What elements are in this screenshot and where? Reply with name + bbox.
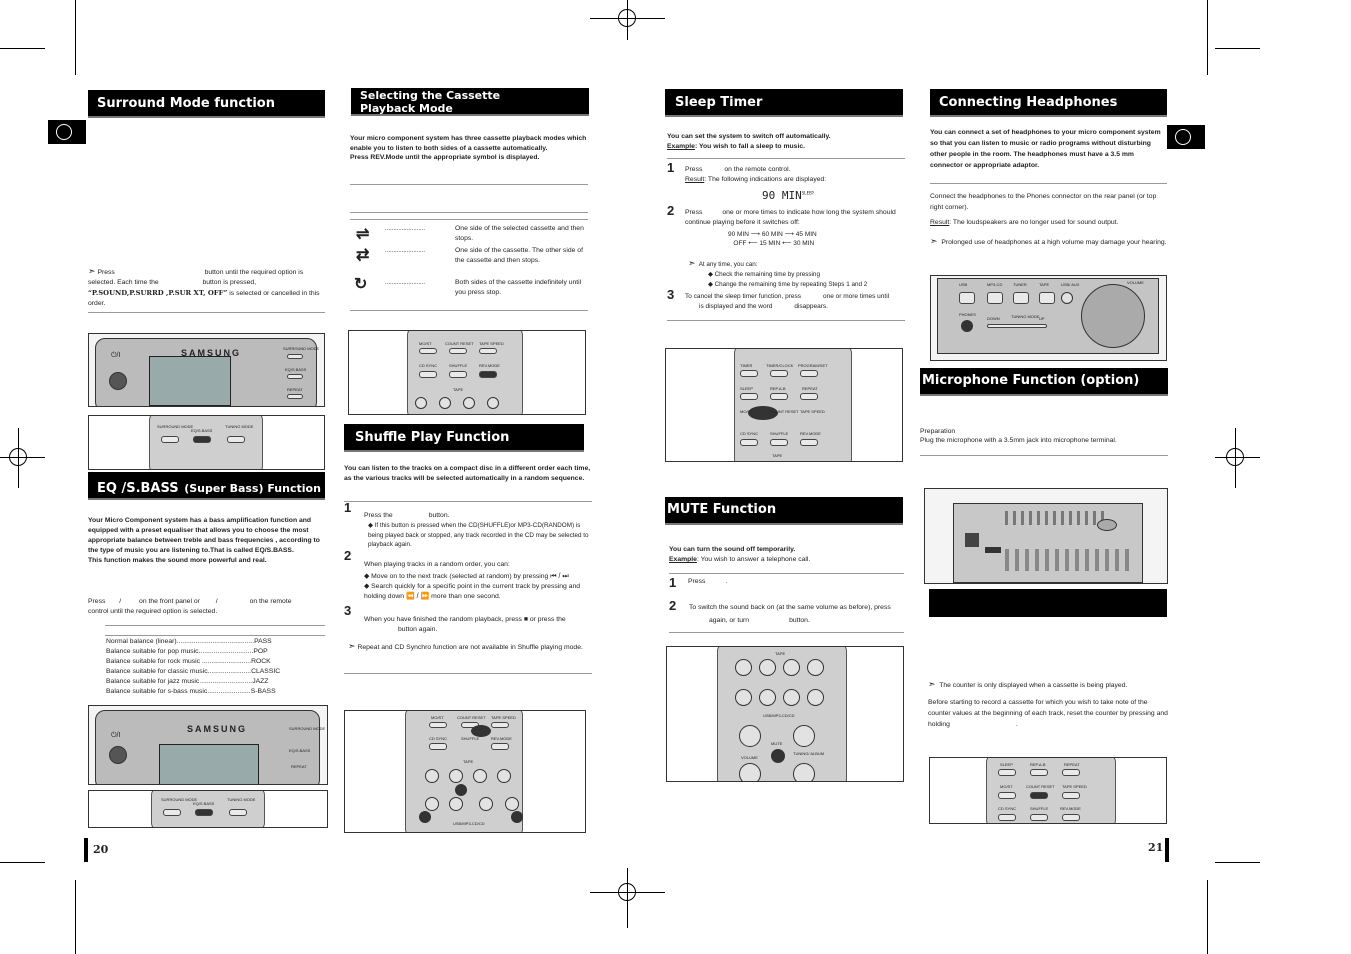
divider bbox=[105, 635, 325, 636]
mute-step2: To switch the sound back on (at the same volume as before), press again, or turn button. bbox=[689, 604, 891, 624]
language-tab-icon bbox=[48, 120, 86, 144]
shuffle-note: ➣ Repeat and CD Synchro function are not available in Shuffle playing mode. bbox=[348, 641, 583, 651]
page-number: 21 bbox=[1148, 841, 1164, 854]
counter-note: ➣ The counter is only displayed when a cassette is being played. bbox=[928, 679, 1128, 689]
sleep-intro: You can set the system to switch off automatically. Example: You wish to fall a sleep to music. bbox=[667, 133, 831, 150]
mute-remote-figure: TAPE USB/MP3-CD/CD VOLUME MUTE TUNING/ ALBUM bbox=[666, 646, 904, 782]
headphones-intro: You can connect a set of headphones to your micro component system so that you can listen to music or radio programs without disturbing other people in the room. The headphones must have a 3.5 mm connector or appropriate adaptor. bbox=[930, 129, 1161, 169]
surround-tip: ➣ Press button until the required option is selected. Each time the button is pressed, “P.SOUND,P.SURRD ,P.SUR XT, OFF” is selected or cancelled in this order. bbox=[88, 266, 320, 307]
surround-remote-figure: SURROUND MODE EQ/S.BASS TUNING MODE bbox=[88, 415, 325, 470]
divider bbox=[667, 158, 905, 159]
mic-title: Microphone Function (option) bbox=[920, 368, 1168, 396]
crop-mark bbox=[75, 880, 76, 954]
sleep-step1: Press on the remote control. Result: The following indications are displayed: bbox=[685, 166, 827, 183]
divider bbox=[344, 673, 592, 674]
divider bbox=[930, 183, 1167, 184]
shuffle-intro: You can listen to the tracks on a compact disc in a different order each time, as the various tracks will be selected automatically in a random sequence. bbox=[344, 465, 591, 482]
eq-title: EQ /S.BASS (Super Bass) Function bbox=[88, 472, 325, 500]
sleep-step2: Press one or more times to indicate how long the system should continue playing before it switches off: bbox=[685, 209, 896, 226]
repeat-mode-icon: ↻ bbox=[354, 276, 368, 293]
sleep-title: Sleep Timer bbox=[665, 89, 903, 117]
mic-rear-panel-figure bbox=[924, 488, 1168, 584]
unit-front-panel-figure: ⏻/I SAMSUNG SURROUND MODE EQ/S.BASS REPEAT bbox=[88, 333, 325, 407]
step-number: 3 bbox=[344, 603, 352, 618]
divider bbox=[88, 312, 325, 313]
eq-unit-figure: ⏻/I SAMSUNG SURROUND MODE EQ/S.BASS REPEAT bbox=[88, 705, 328, 785]
mode-one-side-text: One side of the selected cassette and then stops. bbox=[455, 225, 584, 242]
step-number: 2 bbox=[344, 548, 352, 563]
step-number: 1 bbox=[669, 575, 677, 590]
note-arrow-icon: ➣ bbox=[348, 641, 356, 651]
divider bbox=[350, 212, 588, 213]
crop-mark bbox=[0, 48, 45, 49]
sleep-step3: To cancel the sleep timer function, press one or more times until is displayed and the word disappears. bbox=[685, 293, 890, 310]
eq-press-instruction: Press / on the front panel or / on the remote control until the required option is selected. bbox=[88, 598, 292, 615]
list-item: Balance suitable for s-bass music.......................S-BASS bbox=[106, 688, 276, 695]
eq-intro: Your Micro Component system has a bass amplification function and equipped with a preset equaliser that allows you to choose the most appropriate balance between treble and bass frequencies , according to the type of music you are listening to.That is called EQ/S.BASS. This function makes the sound more powerful and real. bbox=[88, 517, 320, 564]
mute-step1: Press . bbox=[688, 578, 728, 585]
cassette-intro: Your micro component system has three cassette playback modes which enable you to listen to both sides of a cassette automatically. Press REV.Mode until the appropriate symbol is displayed. bbox=[350, 135, 587, 161]
mute-title: MUTE Function bbox=[665, 497, 903, 525]
mic-preparation: Preparation Plug the microphone with a 3.5mm jack into microphone terminal. bbox=[920, 428, 1117, 444]
list-item: Normal balance (linear).........................................PASS bbox=[106, 638, 272, 645]
shuffle-title: Shuffle Play Function bbox=[344, 424, 584, 452]
step-number: 3 bbox=[667, 287, 675, 302]
registration-mark bbox=[618, 883, 636, 901]
one-side-mode-icon: ⇌ bbox=[356, 226, 370, 243]
mode-both-sides-text: One side of the cassette. The other side of the cassette and then stops. bbox=[455, 247, 583, 264]
divider bbox=[669, 573, 904, 574]
counter-body: Before starting to record a cassette for which you wish to take note of the counter values at the beginning of each track, reset the counter by pressing and holding . bbox=[928, 699, 1168, 728]
page-bar bbox=[84, 838, 88, 862]
headphones-panel-figure: USB MP3-CD TUNER TAPE USB/ AUX VOLUME PHONES DOWN TUNING MODE UP bbox=[930, 275, 1167, 361]
registration-mark bbox=[9, 448, 27, 466]
headphones-body: Connect the headphones to the Phones connector on the rear panel (or top right corner). bbox=[930, 193, 1157, 211]
mode-repeat-text: Both sides of the cassette indefinitely until you press stop. bbox=[455, 279, 582, 296]
note-arrow-icon: ➣ bbox=[930, 236, 938, 246]
counter-reset-header-bar bbox=[929, 589, 1167, 617]
page-bar bbox=[1165, 838, 1169, 862]
divider bbox=[350, 219, 588, 220]
shuffle-step1: Press the button. ◆ If this button is pressed when the CD(SHUFFLE)or MP3-CD(RANDOM) is being played back or stopped, any track recorded in the CD may be selected to playback again. bbox=[364, 512, 589, 548]
step-number: 1 bbox=[667, 160, 675, 175]
divider bbox=[920, 455, 1168, 456]
crop-mark bbox=[0, 862, 45, 863]
brand-logo: SAMSUNG bbox=[181, 348, 242, 358]
sleep-note: ➣ At any time, you can: ◆ Check the remaining time by pressing ◆ Change the remaining time by repeating Steps 1 and 2 bbox=[688, 258, 868, 288]
page-number: 20 bbox=[93, 843, 109, 856]
crop-mark bbox=[1207, 0, 1208, 75]
list-item: Balance suitable for jazz music............................JAZZ bbox=[106, 678, 269, 685]
list-item: Balance suitable for pop music.............................POP bbox=[106, 648, 268, 655]
headphones-note: ➣ Prolonged use of headphones at a high volume may damage your hearing. bbox=[930, 236, 1167, 246]
sleep-sequence: 90 MIN ⟶ 60 MIN ⟶ 45 MIN OFF ⟵ 15 MIN ⟵ 30 MIN bbox=[728, 231, 817, 247]
shuffle-remote-figure: MO/ST COUNT RESET TAPE SPEED CD SYNC SHUFFLE REV.MODE TAPE USB/MP3-CD/CD bbox=[344, 710, 586, 833]
step-number: 1 bbox=[344, 500, 352, 515]
both-sides-once-icon: ⇄ bbox=[356, 247, 370, 264]
divider bbox=[667, 320, 905, 321]
divider bbox=[350, 184, 588, 185]
step-number: 2 bbox=[667, 203, 675, 218]
step-number: 2 bbox=[669, 598, 677, 613]
crop-mark bbox=[1207, 880, 1208, 954]
cassette-title: Selecting the Cassette Playback Mode bbox=[351, 88, 589, 116]
divider bbox=[350, 310, 588, 311]
headphones-title: Connecting Headphones bbox=[930, 89, 1167, 117]
eq-remote-figure: SURROUND MODE EQ/S.BASS TUNING MODE bbox=[88, 790, 328, 828]
crop-mark bbox=[1215, 862, 1260, 863]
brand-logo: SAMSUNG bbox=[187, 724, 248, 734]
eq-options-list bbox=[106, 637, 326, 697]
list-item: Balance suitable for classic music.......................CLASSIC bbox=[106, 668, 281, 675]
divider bbox=[344, 501, 592, 502]
language-tab-icon bbox=[1167, 125, 1205, 149]
surround-title: Surround Mode function bbox=[88, 90, 325, 118]
shuffle-step2: When playing tracks in a random order, you can: ◆ Move on to the next track (selected at random) by pressing ⏮ / ⏭ ◆ Search quickly for a specific point in the current track by pressing and holding down ⏪ / ⏩ more than one second. bbox=[364, 561, 581, 600]
crop-mark bbox=[75, 0, 76, 75]
note-arrow-icon: ➣ bbox=[928, 679, 936, 689]
list-item: Balance suitable for rock music ..........................ROCK bbox=[106, 658, 271, 665]
registration-mark bbox=[618, 9, 636, 27]
sleep-display: 90 $MIN^{SLEEP}$ bbox=[762, 189, 814, 202]
registration-mark bbox=[1226, 448, 1244, 466]
cassette-remote-figure: MO/ST COUNT RESET TAPE SPEED CD SYNC SHUFFLE REV.MODE TAPE bbox=[348, 330, 586, 415]
headphones-result: Result: The loudspeakers are no longer used for sound output. bbox=[930, 219, 1119, 226]
divider bbox=[105, 625, 325, 626]
shuffle-step3: When you have finished the random playback, press ■ or press the button again. bbox=[364, 616, 566, 633]
crop-mark bbox=[1215, 48, 1260, 49]
note-arrow-icon: ➣ bbox=[88, 266, 96, 276]
counter-remote-figure: SLEEP REP.A-B REPEAT MO/ST COUNT RESET TAPE SPEED CD SYNC SHUFFLE REV.MODE bbox=[929, 757, 1167, 824]
mute-intro: You can turn the sound off temporarily. Example: You wish to answer a telephone call. bbox=[669, 546, 811, 563]
note-arrow-icon: ➣ bbox=[688, 258, 696, 268]
divider bbox=[669, 632, 904, 633]
sleep-remote-figure: TIMER TIMER/CLOCK PROGRAM/SET SLEEP REP.A-B REPEAT MO/ST COUNT RESET TAPE SPEED CD SYNC SHUFFLE REV.MODE TAPE bbox=[665, 348, 903, 462]
